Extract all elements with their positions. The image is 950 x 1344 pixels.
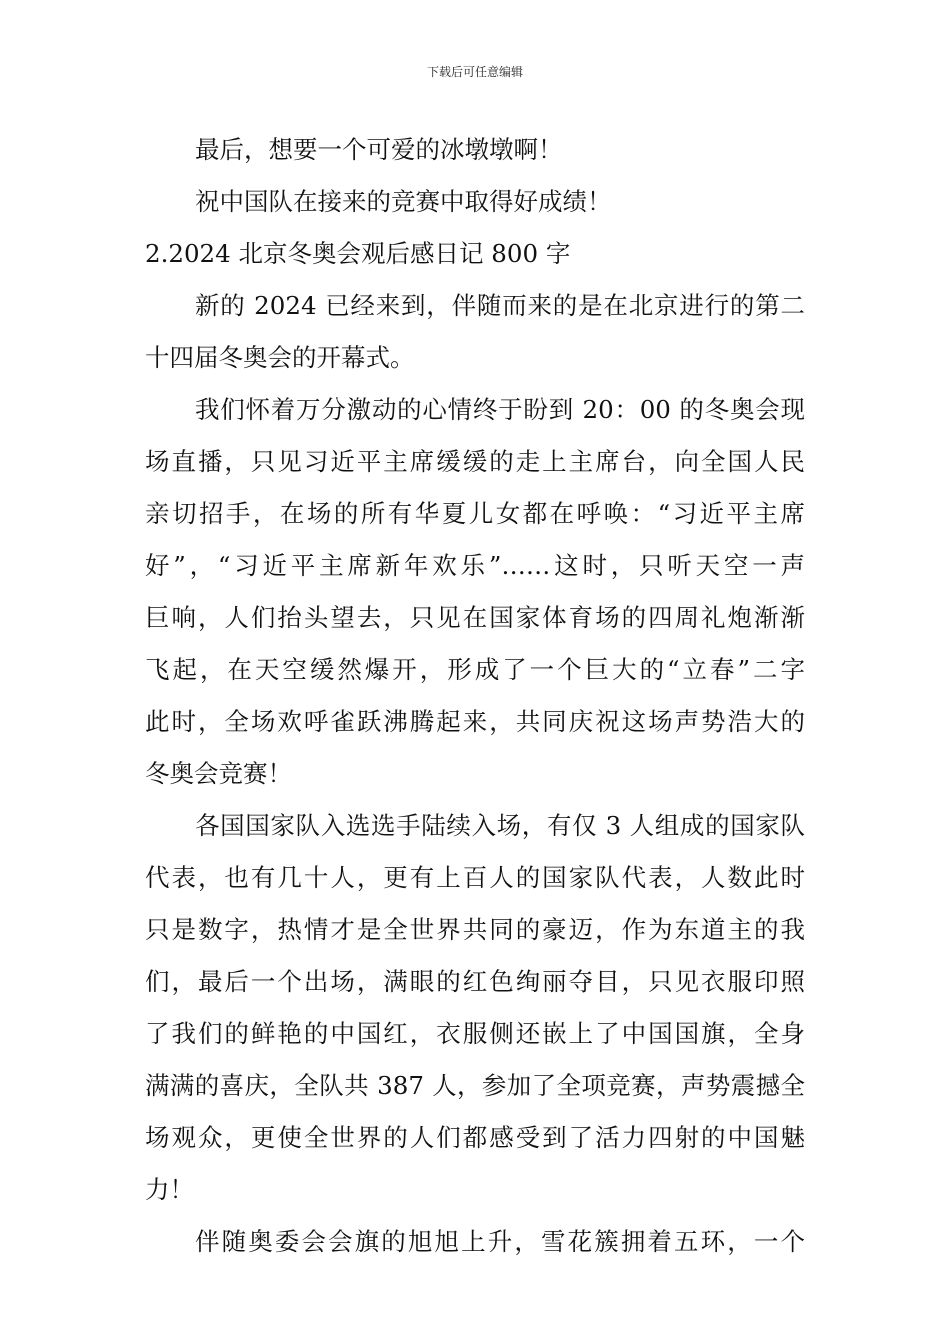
text-line: 祝中国队在接来的竞赛中取得好成绩！	[195, 187, 612, 216]
text-line: 场直播，只见习近平主席缓缓的走上主席台，向全国人民	[145, 447, 805, 476]
text-line: 了我们的鲜艳的中国红，衣服侧还嵌上了中国国旗，全身	[145, 1019, 805, 1048]
text-line: 只是数字，热情才是全世界共同的豪迈，作为东道主的我	[145, 915, 805, 944]
text-line: 各国国家队入选选手陆续入场，有仅 3 人组成的国家队	[195, 811, 805, 840]
text-line: 我们怀着万分激动的心情终于盼到 20：00 的冬奥会现	[195, 395, 805, 424]
text-line: 代表，也有几十人，更有上百人的国家队代表，人数此时	[145, 863, 805, 892]
text-line: 新的 2024 已经来到，伴随而来的是在北京进行的第二	[195, 291, 805, 320]
text-line: 伴随奥委会会旗的旭旭上升，雪花簇拥着五环，一个	[195, 1227, 805, 1256]
text-line: 飞起，在天空缓然爆开，形成了一个巨大的“立春”二字	[145, 655, 805, 684]
text-line: 好”，“习近平主席新年欢乐”……这时，只听天空一声	[145, 551, 805, 580]
text-line: 十四届冬奥会的开幕式。	[145, 343, 415, 372]
text-line: 2.2024 北京冬奥会观后感日记 800 字	[145, 239, 571, 268]
text-line: 最后，想要一个可爱的冰墩墩啊！	[195, 135, 563, 164]
text-line: 亲切招手，在场的所有华夏儿女都在呼唤：“习近平主席	[145, 499, 805, 528]
text-line: 们，最后一个出场，满眼的红色绚丽夺目，只见衣服印照	[145, 967, 805, 996]
text-line: 力！	[145, 1175, 194, 1204]
text-line: 此时，全场欢呼雀跃沸腾起来，共同庆祝这场声势浩大的	[145, 707, 805, 736]
document-body	[145, 124, 805, 1268]
text-line: 巨响，人们抬头望去，只见在国家体育场的四周礼炮渐渐	[145, 603, 805, 632]
page-header-note: 下载后可任意编辑	[426, 65, 523, 79]
text-line: 满满的喜庆，全队共 387 人，参加了全项竞赛，声势震撼全	[145, 1071, 805, 1100]
text-line: 冬奥会竞赛！	[145, 759, 292, 788]
text-line: 场观众，更使全世界的人们都感受到了活力四射的中国魅	[145, 1123, 805, 1152]
